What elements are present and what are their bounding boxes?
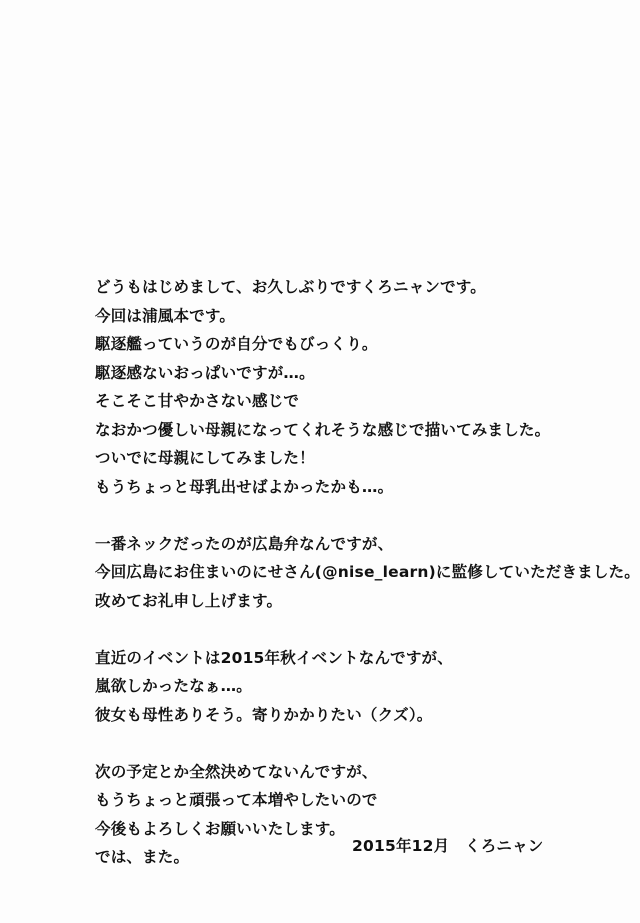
text-line: 次の予定とか全然決めてないんですが、	[95, 762, 378, 781]
text-line: 今回は浦風本です。	[95, 306, 236, 325]
text-line: そこそこ甘やかさない感じで	[95, 392, 300, 410]
paragraph-dialect-credit	[95, 530, 640, 616]
text-line: 今後もよろしくお願いいたします。	[95, 819, 345, 838]
afterword-text	[95, 273, 640, 872]
paragraph-greeting	[95, 273, 615, 501]
text-line: もうちょっと頑張って本増やしたいので	[95, 791, 378, 809]
text-line: 今回広島にお住まいのにせさん(@nise_learn)に監修していただきました。	[95, 563, 640, 581]
text-line: では、また。	[95, 848, 190, 866]
text-line: 直近のイベントは2015年秋イベントなんですが、	[95, 648, 453, 667]
text-line: 嵐欲しかったなぁ…。	[95, 677, 253, 695]
signature-date-author: 2015年12月 くろニャン	[352, 837, 544, 855]
text-line: 駆逐感ないおっぱいですが…。	[95, 363, 315, 382]
text-line: ついでに母親にしてみました！	[95, 449, 315, 467]
text-line: 一番ネックだったのが広島弁なんですが、	[95, 534, 394, 553]
text-line: なおかつ優しい母親になってくれそうな感じで描いてみました。	[95, 420, 551, 439]
text-line: 彼女も母性ありそう。寄りかかりたい（クズ）。	[95, 705, 433, 724]
text-line: どうもはじめまして、お久しぶりですくろニャンです。	[95, 278, 486, 296]
text-line: もうちょっと母乳出せばよかったかも…。	[95, 477, 394, 496]
text-line: 改めてお礼申し上げます。	[95, 591, 283, 610]
paragraph-event	[95, 644, 615, 730]
text-line: 駆逐艦っていうのが自分でもびっくり。	[95, 335, 378, 353]
